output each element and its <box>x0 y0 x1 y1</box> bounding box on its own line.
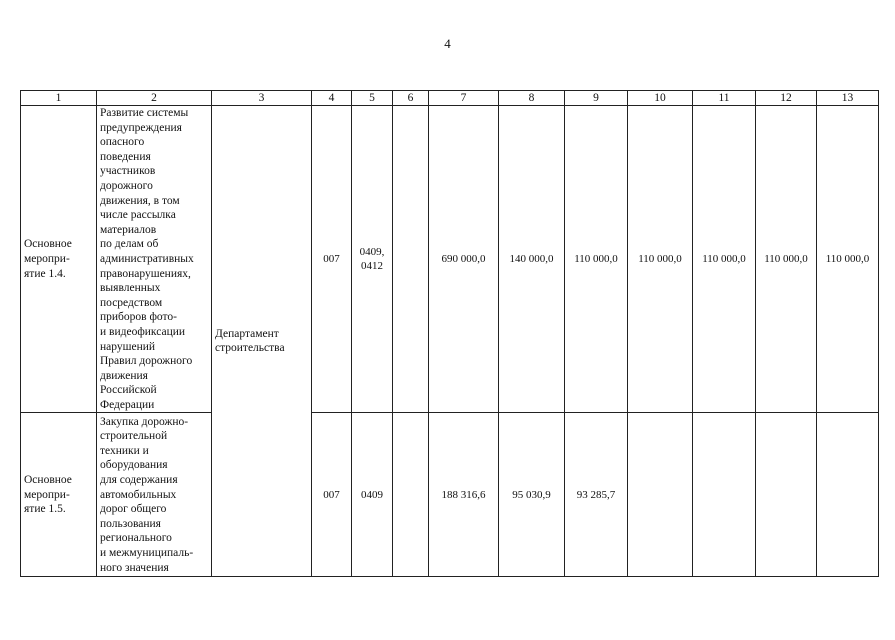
col7-cell: 690 000,0 <box>429 106 499 413</box>
header-cell-4: 4 <box>312 91 352 106</box>
header-cell-8: 8 <box>499 91 565 106</box>
col13-cell: 110 000,0 <box>817 106 879 413</box>
col9-cell: 110 000,0 <box>565 106 628 413</box>
col8-cell: 140 000,0 <box>499 106 565 413</box>
table-row <box>21 106 879 413</box>
activity-cell: Основное меропри- ятие 1.5. <box>21 413 97 577</box>
activity-cell: Основное меропри- ятие 1.4. <box>21 106 97 413</box>
col12-cell: 110 000,0 <box>756 106 817 413</box>
col9-cell: 93 285,7 <box>565 413 628 577</box>
col6-cell <box>393 106 429 413</box>
page-number: 4 <box>444 36 451 51</box>
col4-cell: 007 <box>312 106 352 413</box>
col5-cell: 0409, 0412 <box>352 106 393 413</box>
header-cell-3: 3 <box>212 91 312 106</box>
col12-cell <box>756 413 817 577</box>
header-cell-10: 10 <box>628 91 693 106</box>
header-cell-2: 2 <box>97 91 212 106</box>
department-cell: Департамент строительства <box>212 106 312 577</box>
header-cell-5: 5 <box>352 91 393 106</box>
header-cell-6: 6 <box>393 91 429 106</box>
description-cell: Закупка дорожно- строительной техники и оборудования для содержания автомобильных дорог общего пользования регионального и межмуниципаль- ного значения <box>97 413 212 577</box>
col10-cell: 110 000,0 <box>628 106 693 413</box>
header-cell-7: 7 <box>429 91 499 106</box>
col8-cell: 95 030,9 <box>499 413 565 577</box>
col11-cell <box>693 413 756 577</box>
col5-cell: 0409 <box>352 413 393 577</box>
header-cell-9: 9 <box>565 91 628 106</box>
header-cell-1: 1 <box>21 91 97 106</box>
col10-cell <box>628 413 693 577</box>
col6-cell <box>393 413 429 577</box>
header-cell-12: 12 <box>756 91 817 106</box>
header-row <box>21 91 879 106</box>
header-cell-11: 11 <box>693 91 756 106</box>
description-cell: Развитие системы предупреждения опасного поведения участников дорожного движения, в том числе рассылка материалов по делам об административных правонарушениях, выявленных посредством приборов фото- и видеофиксации нарушений Правил дорожного движения Российской Федерации <box>97 106 212 413</box>
budget-table <box>20 90 879 577</box>
table-row <box>21 413 879 577</box>
col7-cell: 188 316,6 <box>429 413 499 577</box>
col13-cell <box>817 413 879 577</box>
col4-cell: 007 <box>312 413 352 577</box>
col11-cell: 110 000,0 <box>693 106 756 413</box>
header-cell-13: 13 <box>817 91 879 106</box>
